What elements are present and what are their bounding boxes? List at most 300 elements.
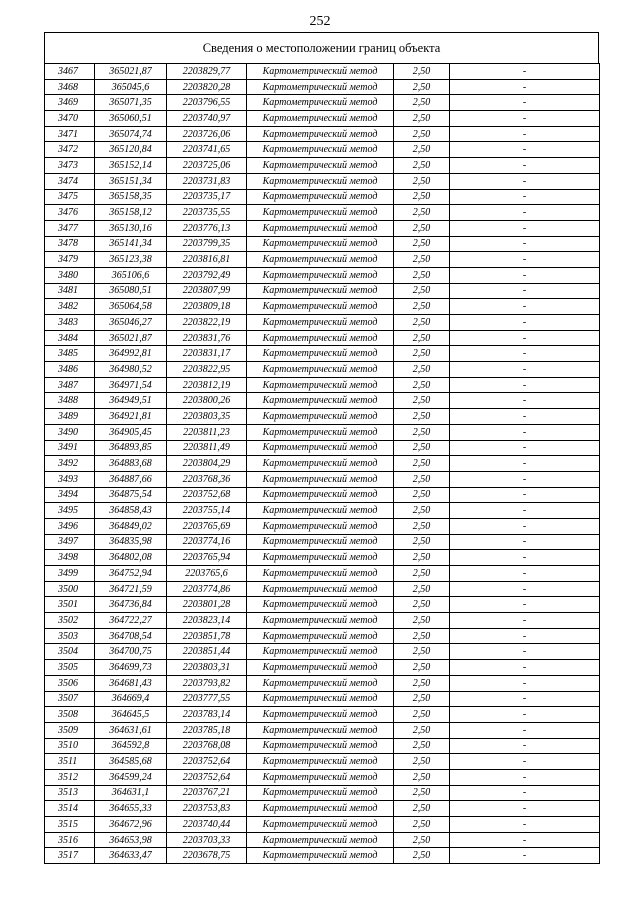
precision-cell: 2,50	[394, 267, 450, 283]
method-cell: Картометрический метод	[247, 424, 394, 440]
boundary-sheet	[44, 32, 599, 864]
method-cell: Картометрический метод	[247, 173, 394, 189]
note-cell: -	[450, 597, 600, 613]
table-row	[45, 189, 600, 205]
table-row	[45, 283, 600, 299]
precision-cell: 2,50	[394, 471, 450, 487]
method-cell: Картометрический метод	[247, 801, 394, 817]
coordinate-y-cell: 2203776,13	[167, 220, 247, 236]
coordinates-table-body	[45, 64, 600, 864]
precision-cell: 2,50	[394, 377, 450, 393]
coordinate-y-cell: 2203735,17	[167, 189, 247, 205]
table-row	[45, 173, 600, 189]
coordinate-x-cell: 364699,73	[95, 660, 167, 676]
table-row	[45, 785, 600, 801]
method-cell: Картометрический метод	[247, 158, 394, 174]
precision-cell: 2,50	[394, 440, 450, 456]
coordinate-x-cell: 365060,51	[95, 111, 167, 127]
coordinate-y-cell: 2203740,97	[167, 111, 247, 127]
coordinate-x-cell: 364971,54	[95, 377, 167, 393]
coordinate-x-cell: 364721,59	[95, 581, 167, 597]
point-number-cell: 3469	[45, 95, 95, 111]
method-cell: Картометрический метод	[247, 848, 394, 864]
point-number-cell: 3511	[45, 754, 95, 770]
precision-cell: 2,50	[394, 64, 450, 80]
precision-cell: 2,50	[394, 173, 450, 189]
table-row	[45, 346, 600, 362]
point-number-cell: 3514	[45, 801, 95, 817]
point-number-cell: 3497	[45, 534, 95, 550]
point-number-cell: 3512	[45, 769, 95, 785]
precision-cell: 2,50	[394, 534, 450, 550]
coordinate-y-cell: 2203753,83	[167, 801, 247, 817]
coordinate-y-cell: 2203822,19	[167, 315, 247, 331]
coordinate-y-cell: 2203851,78	[167, 628, 247, 644]
point-number-cell: 3496	[45, 518, 95, 534]
coordinate-x-cell: 364858,43	[95, 503, 167, 519]
table-row	[45, 456, 600, 472]
precision-cell: 2,50	[394, 189, 450, 205]
point-number-cell: 3493	[45, 471, 95, 487]
method-cell: Картометрический метод	[247, 471, 394, 487]
coordinate-x-cell: 364585,68	[95, 754, 167, 770]
coordinate-y-cell: 2203768,36	[167, 471, 247, 487]
coordinate-x-cell: 364631,61	[95, 722, 167, 738]
table-row	[45, 267, 600, 283]
coordinate-x-cell: 364722,27	[95, 613, 167, 629]
precision-cell: 2,50	[394, 236, 450, 252]
coordinate-y-cell: 2203783,14	[167, 707, 247, 723]
precision-cell: 2,50	[394, 722, 450, 738]
note-cell: -	[450, 613, 600, 629]
coordinate-y-cell: 2203792,49	[167, 267, 247, 283]
method-cell: Картометрический метод	[247, 817, 394, 833]
point-number-cell: 3478	[45, 236, 95, 252]
point-number-cell: 3501	[45, 597, 95, 613]
coordinate-x-cell: 364883,68	[95, 456, 167, 472]
note-cell: -	[450, 346, 600, 362]
coordinate-x-cell: 365071,35	[95, 95, 167, 111]
precision-cell: 2,50	[394, 801, 450, 817]
coordinate-y-cell: 2203752,64	[167, 769, 247, 785]
precision-cell: 2,50	[394, 769, 450, 785]
precision-cell: 2,50	[394, 95, 450, 111]
precision-cell: 2,50	[394, 660, 450, 676]
point-number-cell: 3490	[45, 424, 95, 440]
note-cell: -	[450, 675, 600, 691]
point-number-cell: 3484	[45, 330, 95, 346]
point-number-cell: 3495	[45, 503, 95, 519]
precision-cell: 2,50	[394, 597, 450, 613]
method-cell: Картометрический метод	[247, 111, 394, 127]
coordinate-x-cell: 364655,33	[95, 801, 167, 817]
method-cell: Картометрический метод	[247, 550, 394, 566]
note-cell: -	[450, 738, 600, 754]
coordinate-y-cell: 2203774,16	[167, 534, 247, 550]
precision-cell: 2,50	[394, 817, 450, 833]
note-cell: -	[450, 660, 600, 676]
coordinate-y-cell: 2203801,28	[167, 597, 247, 613]
table-row	[45, 330, 600, 346]
point-number-cell: 3468	[45, 79, 95, 95]
precision-cell: 2,50	[394, 409, 450, 425]
coordinate-x-cell: 365074,74	[95, 126, 167, 142]
coordinate-x-cell: 365158,12	[95, 205, 167, 221]
point-number-cell: 3488	[45, 393, 95, 409]
coordinate-y-cell: 2203800,26	[167, 393, 247, 409]
coordinate-y-cell: 2203768,08	[167, 738, 247, 754]
method-cell: Картометрический метод	[247, 754, 394, 770]
coordinate-x-cell: 364849,02	[95, 518, 167, 534]
note-cell: -	[450, 503, 600, 519]
point-number-cell: 3494	[45, 487, 95, 503]
method-cell: Картометрический метод	[247, 95, 394, 111]
point-number-cell: 3515	[45, 817, 95, 833]
point-number-cell: 3509	[45, 722, 95, 738]
precision-cell: 2,50	[394, 158, 450, 174]
table-row	[45, 487, 600, 503]
point-number-cell: 3491	[45, 440, 95, 456]
coordinate-y-cell: 2203765,94	[167, 550, 247, 566]
coordinate-x-cell: 364681,43	[95, 675, 167, 691]
note-cell: -	[450, 64, 600, 80]
note-cell: -	[450, 377, 600, 393]
coordinate-y-cell: 2203811,49	[167, 440, 247, 456]
note-cell: -	[450, 220, 600, 236]
note-cell: -	[450, 440, 600, 456]
coordinate-x-cell: 364669,4	[95, 691, 167, 707]
table-row	[45, 754, 600, 770]
coordinate-x-cell: 365123,38	[95, 252, 167, 268]
coordinate-y-cell: 2203752,64	[167, 754, 247, 770]
method-cell: Картометрический метод	[247, 142, 394, 158]
note-cell: -	[450, 722, 600, 738]
precision-cell: 2,50	[394, 628, 450, 644]
table-row	[45, 205, 600, 221]
table-row	[45, 315, 600, 331]
method-cell: Картометрический метод	[247, 566, 394, 582]
coordinate-y-cell: 2203793,82	[167, 675, 247, 691]
coordinate-x-cell: 365064,58	[95, 299, 167, 315]
precision-cell: 2,50	[394, 644, 450, 660]
coordinate-y-cell: 2203785,18	[167, 722, 247, 738]
table-row	[45, 801, 600, 817]
coordinate-x-cell: 364802,08	[95, 550, 167, 566]
table-row	[45, 722, 600, 738]
precision-cell: 2,50	[394, 315, 450, 331]
note-cell: -	[450, 79, 600, 95]
point-number-cell: 3505	[45, 660, 95, 676]
table-row	[45, 377, 600, 393]
point-number-cell: 3479	[45, 252, 95, 268]
method-cell: Картометрический метод	[247, 346, 394, 362]
precision-cell: 2,50	[394, 754, 450, 770]
point-number-cell: 3492	[45, 456, 95, 472]
method-cell: Картометрический метод	[247, 722, 394, 738]
point-number-cell: 3467	[45, 64, 95, 80]
coordinate-x-cell: 365080,51	[95, 283, 167, 299]
coordinate-x-cell: 365158,35	[95, 189, 167, 205]
table-row	[45, 566, 600, 582]
table-row	[45, 848, 600, 864]
table-row	[45, 707, 600, 723]
note-cell: -	[450, 471, 600, 487]
method-cell: Картометрический метод	[247, 189, 394, 205]
method-cell: Картометрический метод	[247, 691, 394, 707]
precision-cell: 2,50	[394, 424, 450, 440]
note-cell: -	[450, 785, 600, 801]
table-row	[45, 769, 600, 785]
method-cell: Картометрический метод	[247, 315, 394, 331]
coordinate-y-cell: 2203767,21	[167, 785, 247, 801]
point-number-cell: 3483	[45, 315, 95, 331]
coordinate-y-cell: 2203777,55	[167, 691, 247, 707]
precision-cell: 2,50	[394, 566, 450, 582]
method-cell: Картометрический метод	[247, 644, 394, 660]
table-row	[45, 471, 600, 487]
precision-cell: 2,50	[394, 220, 450, 236]
precision-cell: 2,50	[394, 299, 450, 315]
coordinate-y-cell: 2203735,55	[167, 205, 247, 221]
point-number-cell: 3486	[45, 362, 95, 378]
coordinate-y-cell: 2203799,35	[167, 236, 247, 252]
note-cell: -	[450, 252, 600, 268]
point-number-cell: 3516	[45, 832, 95, 848]
precision-cell: 2,50	[394, 205, 450, 221]
note-cell: -	[450, 801, 600, 817]
coordinate-y-cell: 2203803,31	[167, 660, 247, 676]
table-row	[45, 534, 600, 550]
coordinate-y-cell: 2203678,75	[167, 848, 247, 864]
table-row	[45, 691, 600, 707]
precision-cell: 2,50	[394, 142, 450, 158]
coordinate-x-cell: 364980,52	[95, 362, 167, 378]
coordinate-x-cell: 365106,6	[95, 267, 167, 283]
point-number-cell: 3504	[45, 644, 95, 660]
note-cell: -	[450, 550, 600, 566]
point-number-cell: 3470	[45, 111, 95, 127]
coordinate-y-cell: 2203765,6	[167, 566, 247, 582]
coordinate-y-cell: 2203804,29	[167, 456, 247, 472]
precision-cell: 2,50	[394, 691, 450, 707]
table-row	[45, 111, 600, 127]
coordinate-y-cell: 2203831,17	[167, 346, 247, 362]
method-cell: Картометрический метод	[247, 267, 394, 283]
method-cell: Картометрический метод	[247, 518, 394, 534]
note-cell: -	[450, 173, 600, 189]
precision-cell: 2,50	[394, 283, 450, 299]
table-row	[45, 393, 600, 409]
coordinate-y-cell: 2203740,44	[167, 817, 247, 833]
method-cell: Картометрический метод	[247, 236, 394, 252]
coordinate-x-cell: 364887,66	[95, 471, 167, 487]
point-number-cell: 3473	[45, 158, 95, 174]
coordinate-y-cell: 2203820,28	[167, 79, 247, 95]
coordinate-y-cell: 2203796,55	[167, 95, 247, 111]
method-cell: Картометрический метод	[247, 597, 394, 613]
method-cell: Картометрический метод	[247, 299, 394, 315]
note-cell: -	[450, 315, 600, 331]
coordinate-y-cell: 2203809,18	[167, 299, 247, 315]
table-row	[45, 503, 600, 519]
method-cell: Картометрический метод	[247, 832, 394, 848]
point-number-cell: 3499	[45, 566, 95, 582]
coordinate-x-cell: 365021,87	[95, 64, 167, 80]
point-number-cell: 3517	[45, 848, 95, 864]
table-row	[45, 424, 600, 440]
point-number-cell: 3508	[45, 707, 95, 723]
precision-cell: 2,50	[394, 738, 450, 754]
coordinate-x-cell: 364672,96	[95, 817, 167, 833]
precision-cell: 2,50	[394, 362, 450, 378]
table-row	[45, 581, 600, 597]
coordinate-y-cell: 2203851,44	[167, 644, 247, 660]
point-number-cell: 3480	[45, 267, 95, 283]
coordinate-x-cell: 365152,14	[95, 158, 167, 174]
coordinate-x-cell: 364653,98	[95, 832, 167, 848]
coordinate-x-cell: 364835,98	[95, 534, 167, 550]
precision-cell: 2,50	[394, 252, 450, 268]
precision-cell: 2,50	[394, 330, 450, 346]
method-cell: Картометрический метод	[247, 660, 394, 676]
coordinate-x-cell: 365045,6	[95, 79, 167, 95]
method-cell: Картометрический метод	[247, 581, 394, 597]
precision-cell: 2,50	[394, 346, 450, 362]
coordinate-x-cell: 364752,94	[95, 566, 167, 582]
table-row	[45, 613, 600, 629]
note-cell: -	[450, 566, 600, 582]
method-cell: Картометрический метод	[247, 220, 394, 236]
point-number-cell: 3498	[45, 550, 95, 566]
note-cell: -	[450, 534, 600, 550]
coordinate-y-cell: 2203755,14	[167, 503, 247, 519]
precision-cell: 2,50	[394, 613, 450, 629]
coordinate-y-cell: 2203829,77	[167, 64, 247, 80]
coordinate-x-cell: 364949,51	[95, 393, 167, 409]
method-cell: Картометрический метод	[247, 707, 394, 723]
method-cell: Картометрический метод	[247, 628, 394, 644]
note-cell: -	[450, 283, 600, 299]
coordinate-x-cell: 364921,81	[95, 409, 167, 425]
coordinates-table	[44, 63, 600, 864]
table-row	[45, 142, 600, 158]
method-cell: Картометрический метод	[247, 769, 394, 785]
point-number-cell: 3471	[45, 126, 95, 142]
note-cell: -	[450, 848, 600, 864]
method-cell: Картометрический метод	[247, 205, 394, 221]
coordinate-y-cell: 2203812,19	[167, 377, 247, 393]
table-title: Сведения о местоположении границ объекта	[44, 32, 599, 63]
table-row	[45, 236, 600, 252]
method-cell: Картометрический метод	[247, 377, 394, 393]
method-cell: Картометрический метод	[247, 252, 394, 268]
coordinate-y-cell: 2203823,14	[167, 613, 247, 629]
note-cell: -	[450, 393, 600, 409]
method-cell: Картометрический метод	[247, 330, 394, 346]
note-cell: -	[450, 409, 600, 425]
note-cell: -	[450, 267, 600, 283]
coordinate-x-cell: 364592,8	[95, 738, 167, 754]
note-cell: -	[450, 754, 600, 770]
coordinate-x-cell: 365046,27	[95, 315, 167, 331]
point-number-cell: 3500	[45, 581, 95, 597]
note-cell: -	[450, 142, 600, 158]
table-row	[45, 95, 600, 111]
coordinate-y-cell: 2203765,69	[167, 518, 247, 534]
table-row	[45, 597, 600, 613]
method-cell: Картометрический метод	[247, 738, 394, 754]
note-cell: -	[450, 158, 600, 174]
coordinate-y-cell: 2203816,81	[167, 252, 247, 268]
method-cell: Картометрический метод	[247, 283, 394, 299]
coordinate-x-cell: 365120,84	[95, 142, 167, 158]
precision-cell: 2,50	[394, 581, 450, 597]
coordinate-y-cell: 2203831,76	[167, 330, 247, 346]
method-cell: Картометрический метод	[247, 487, 394, 503]
coordinate-x-cell: 365141,34	[95, 236, 167, 252]
coordinate-y-cell: 2203703,33	[167, 832, 247, 848]
note-cell: -	[450, 111, 600, 127]
point-number-cell: 3485	[45, 346, 95, 362]
note-cell: -	[450, 817, 600, 833]
precision-cell: 2,50	[394, 456, 450, 472]
coordinate-x-cell: 364700,75	[95, 644, 167, 660]
note-cell: -	[450, 769, 600, 785]
note-cell: -	[450, 581, 600, 597]
note-cell: -	[450, 205, 600, 221]
point-number-cell: 3506	[45, 675, 95, 691]
coordinate-x-cell: 364875,54	[95, 487, 167, 503]
coordinate-x-cell: 365021,87	[95, 330, 167, 346]
note-cell: -	[450, 95, 600, 111]
method-cell: Картометрический метод	[247, 534, 394, 550]
table-row	[45, 126, 600, 142]
point-number-cell: 3513	[45, 785, 95, 801]
note-cell: -	[450, 628, 600, 644]
method-cell: Картометрический метод	[247, 440, 394, 456]
method-cell: Картометрический метод	[247, 785, 394, 801]
coordinate-x-cell: 365151,34	[95, 173, 167, 189]
table-row	[45, 675, 600, 691]
note-cell: -	[450, 236, 600, 252]
note-cell: -	[450, 487, 600, 503]
precision-cell: 2,50	[394, 79, 450, 95]
note-cell: -	[450, 518, 600, 534]
table-row	[45, 79, 600, 95]
point-number-cell: 3487	[45, 377, 95, 393]
method-cell: Картометрический метод	[247, 64, 394, 80]
note-cell: -	[450, 832, 600, 848]
note-cell: -	[450, 691, 600, 707]
page-number: 252	[309, 14, 331, 29]
table-row	[45, 362, 600, 378]
method-cell: Картометрический метод	[247, 126, 394, 142]
coordinate-x-cell: 364905,45	[95, 424, 167, 440]
precision-cell: 2,50	[394, 675, 450, 691]
precision-cell: 2,50	[394, 111, 450, 127]
note-cell: -	[450, 299, 600, 315]
table-row	[45, 440, 600, 456]
table-row	[45, 817, 600, 833]
precision-cell: 2,50	[394, 550, 450, 566]
coordinate-y-cell: 2203731,83	[167, 173, 247, 189]
point-number-cell: 3475	[45, 189, 95, 205]
point-number-cell: 3477	[45, 220, 95, 236]
coordinate-x-cell: 364992,81	[95, 346, 167, 362]
precision-cell: 2,50	[394, 393, 450, 409]
coordinate-x-cell: 365130,16	[95, 220, 167, 236]
coordinate-y-cell: 2203725,06	[167, 158, 247, 174]
